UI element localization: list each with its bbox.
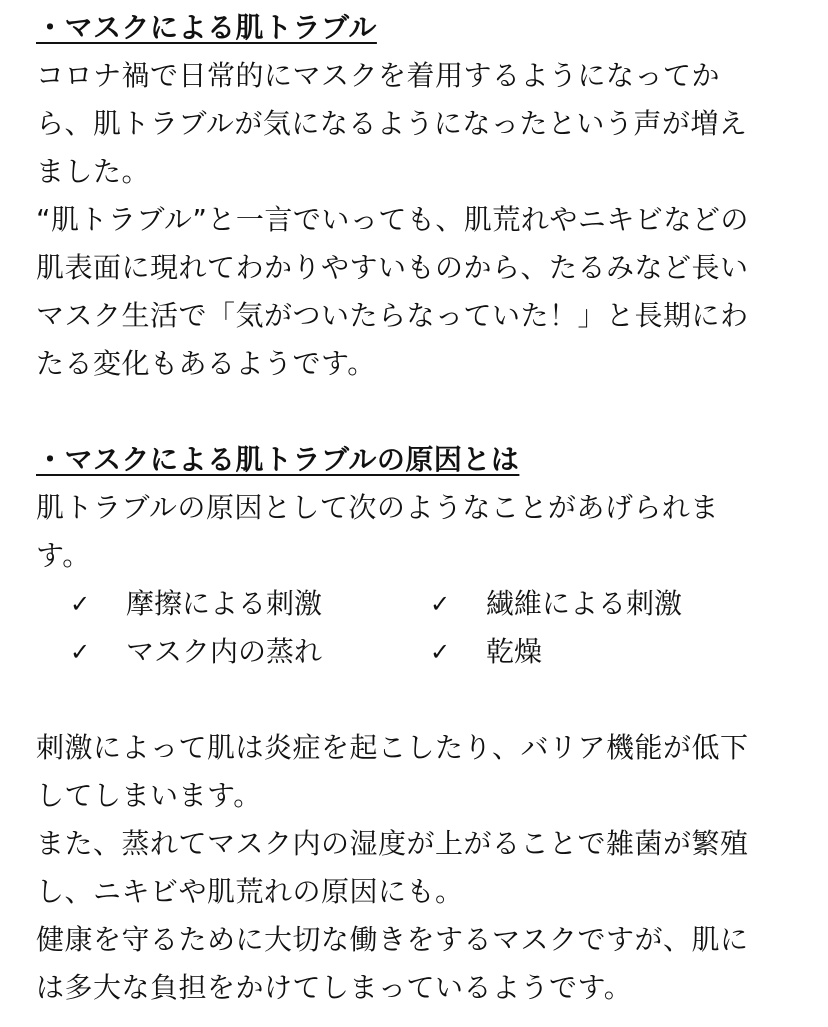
paragraph-line: は多大な負担をかけてしまっているようです。 [36, 971, 633, 1004]
section-spacer [36, 388, 796, 436]
paragraph-line: 健康を守るために大切な働きをするマスクですが、肌に [36, 923, 749, 956]
paragraph-line: マスク生活で「気がついたらなっていた！」と長期にわ [36, 299, 749, 332]
paragraph-line: ら、肌トラブルが気になるようになったという声が増え [36, 107, 748, 140]
cause-label: 摩擦による刺激 [126, 587, 323, 620]
paragraph-line: “肌トラブル”と一言でいっても、肌荒れやニキビなどの [36, 203, 749, 236]
paragraph-line: し、ニキビや肌荒れの原因にも。 [36, 875, 464, 908]
section-heading-causes: ・マスクによる肌トラブルの原因とは [36, 443, 520, 476]
check-mark-icon: ✓ [430, 590, 451, 618]
section-heading-mask-skin-trouble: ・マスクによる肌トラブル [36, 11, 377, 44]
check-mark-icon: ✓ [70, 638, 91, 666]
paragraph-line: 肌トラブルの原因として次のようなことがあげられま [36, 491, 719, 524]
paragraph-line: たる変化もあるようです。 [36, 347, 376, 380]
cause-row [36, 628, 796, 676]
cause-row [36, 580, 796, 628]
cause-label: マスク内の蒸れ [126, 635, 323, 668]
cause-label: 乾燥 [486, 635, 543, 668]
paragraph-line: 肌表面に現れてわかりやすいものから、たるみなど長い [36, 251, 749, 284]
section-spacer [36, 676, 796, 724]
check-mark-icon: ✓ [430, 638, 451, 666]
cause-item [70, 628, 322, 676]
paragraph-line: また、蒸れてマスク内の湿度が上がることで雑菌が繁殖 [36, 827, 749, 860]
check-mark-icon: ✓ [70, 590, 91, 618]
paragraph-line: す。 [36, 539, 91, 572]
cause-item [70, 580, 322, 628]
cause-item [430, 628, 542, 676]
paragraph-line: コロナ禍で日常的にマスクを着用するようになってか [36, 59, 721, 92]
article-body [36, 4, 796, 1012]
paragraph-line: 刺激によって肌は炎症を起こしたり、バリア機能が低下 [36, 731, 749, 764]
cause-item [430, 580, 682, 628]
cause-label: 繊維による刺激 [486, 587, 683, 620]
paragraph-line: ました。 [36, 155, 151, 188]
paragraph-line: してしまいます。 [36, 779, 262, 812]
